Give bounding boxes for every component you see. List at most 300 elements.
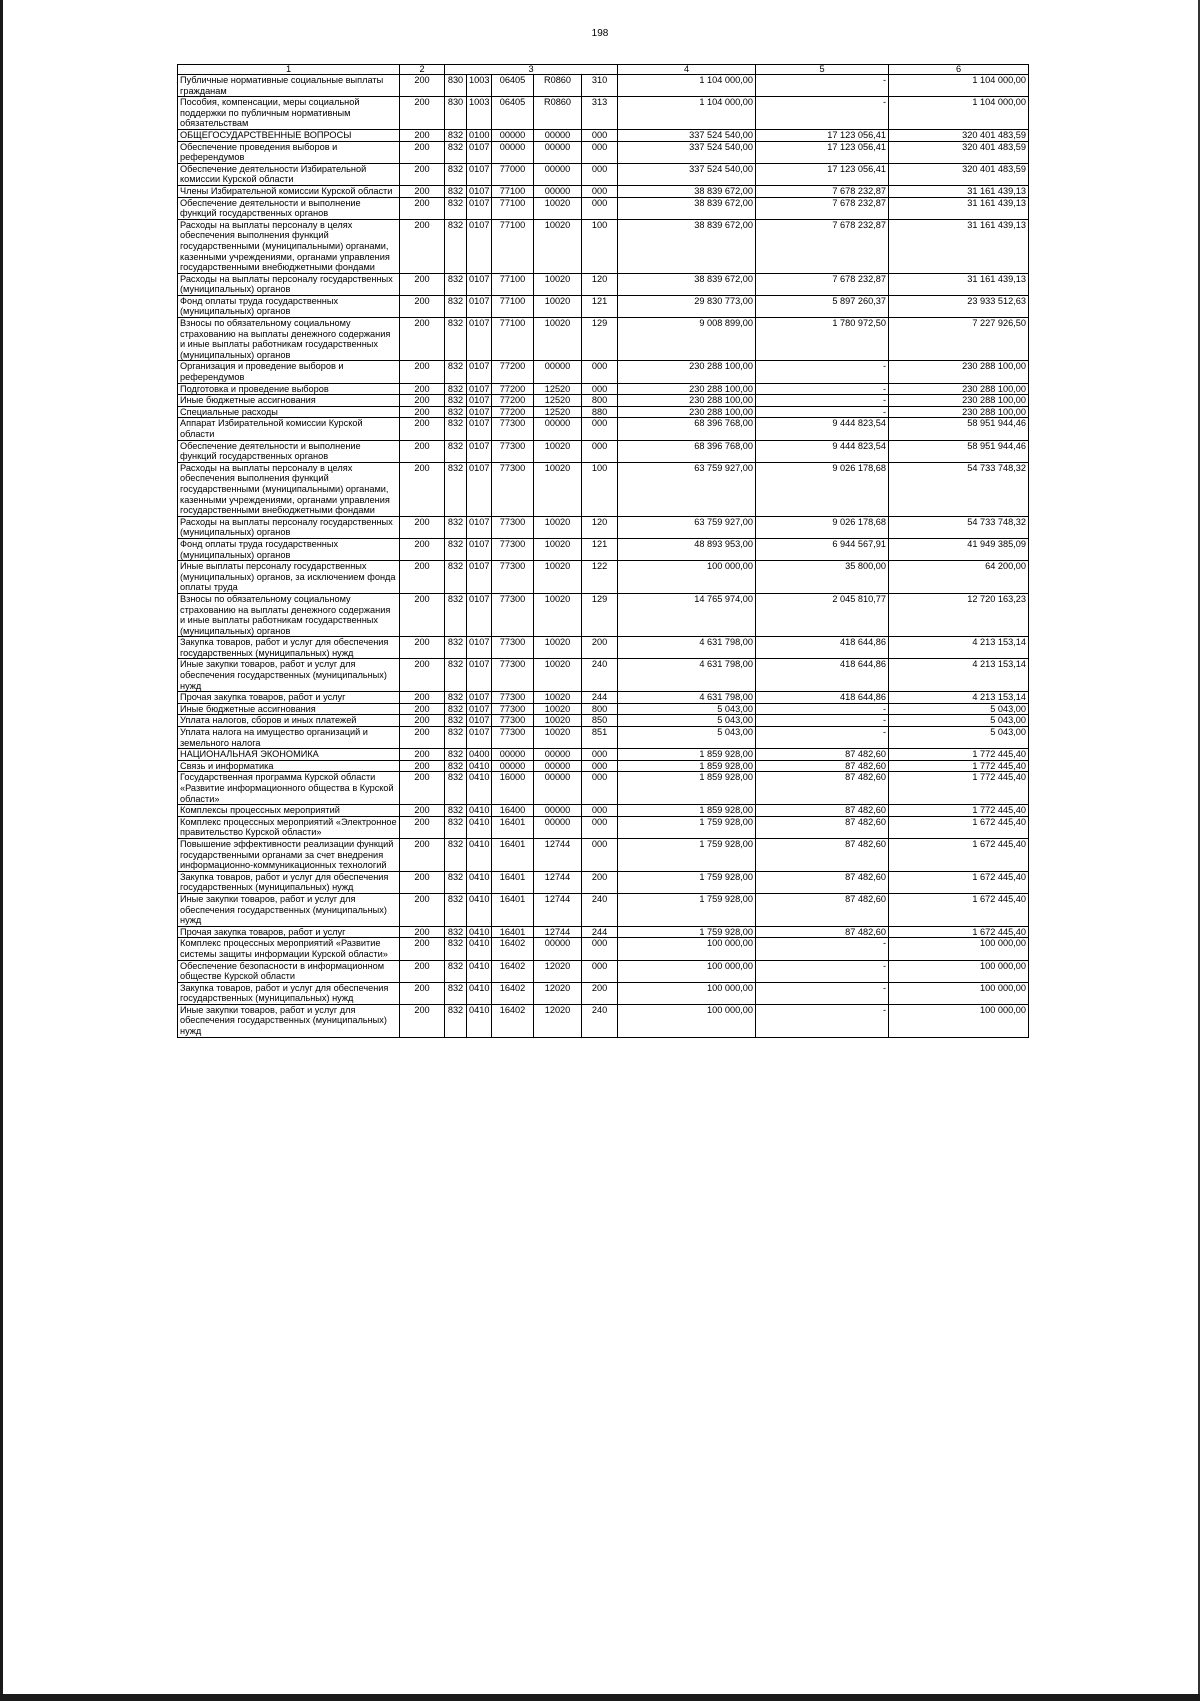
amount-cell: 418 644,86 — [756, 637, 889, 659]
table-row — [178, 749, 1029, 761]
code-cell: 0107 — [467, 538, 492, 560]
amount-cell: 1 772 445,40 — [889, 805, 1029, 817]
amount-cell: 68 396 768,00 — [618, 440, 756, 462]
code-cell: 10020 — [534, 727, 582, 749]
code-cell: 830 — [445, 97, 467, 130]
name-cell: Организация и проведение выборов и референдумов — [178, 361, 400, 383]
code-cell: 832 — [445, 926, 467, 938]
code-cell: 16400 — [492, 805, 534, 817]
code-cell: 200 — [400, 462, 445, 516]
code-cell: 0107 — [467, 516, 492, 538]
amount-cell: 31 161 439,13 — [889, 197, 1029, 219]
amount-cell: 1 104 000,00 — [889, 75, 1029, 97]
amount-cell: 17 123 056,41 — [756, 141, 889, 163]
code-cell: 16401 — [492, 926, 534, 938]
name-cell: Иные закупки товаров, работ и услуг для обеспечения государственных (муниципальных) нужд — [178, 659, 400, 692]
scan-border-bottom — [0, 1694, 1200, 1701]
amount-cell: 1 104 000,00 — [618, 75, 756, 97]
amount-cell: - — [756, 727, 889, 749]
code-cell: 1003 — [467, 75, 492, 97]
table-row — [178, 141, 1029, 163]
header-cell: 6 — [889, 65, 1029, 75]
table-row — [178, 659, 1029, 692]
table-row — [178, 816, 1029, 838]
amount-cell: 1 672 445,40 — [889, 893, 1029, 926]
name-cell: НАЦИОНАЛЬНАЯ ЭКОНОМИКА — [178, 749, 400, 761]
amount-cell: 63 759 927,00 — [618, 516, 756, 538]
code-cell: 77100 — [492, 219, 534, 273]
code-cell: 16402 — [492, 938, 534, 960]
code-cell: 000 — [582, 749, 618, 761]
name-cell: Комплекс процессных мероприятий «Развитие системы защиты информации Курской области» — [178, 938, 400, 960]
budget-table — [177, 64, 1029, 1038]
amount-cell: - — [756, 383, 889, 395]
code-cell: 77300 — [492, 462, 534, 516]
table-row — [178, 273, 1029, 295]
code-cell: 240 — [582, 659, 618, 692]
code-cell: 77300 — [492, 440, 534, 462]
code-cell: 10020 — [534, 273, 582, 295]
code-cell: 832 — [445, 163, 467, 185]
code-cell: 800 — [582, 395, 618, 407]
table-row — [178, 318, 1029, 361]
name-cell: Закупка товаров, работ и услуг для обеспечения государственных (муниципальных) нужд — [178, 637, 400, 659]
amount-cell: 6 944 567,91 — [756, 538, 889, 560]
code-cell: 200 — [400, 703, 445, 715]
table-row — [178, 760, 1029, 772]
amount-cell: 320 401 483,59 — [889, 163, 1029, 185]
amount-cell: 1 672 445,40 — [889, 926, 1029, 938]
amount-cell: - — [756, 938, 889, 960]
code-cell: 77200 — [492, 361, 534, 383]
table-row — [178, 727, 1029, 749]
name-cell: ОБЩЕГОСУДАРСТВЕННЫЕ ВОПРОСЫ — [178, 129, 400, 141]
table-row — [178, 593, 1029, 636]
table-row — [178, 185, 1029, 197]
amount-cell: 4 213 153,14 — [889, 659, 1029, 692]
amount-cell: 63 759 927,00 — [618, 462, 756, 516]
code-cell: 200 — [400, 383, 445, 395]
code-cell: 77200 — [492, 383, 534, 395]
code-cell: 77200 — [492, 395, 534, 407]
name-cell: Закупка товаров, работ и услуг для обеспечения государственных (муниципальных) нужд — [178, 982, 400, 1004]
code-cell: 000 — [582, 418, 618, 440]
amount-cell: 87 482,60 — [756, 926, 889, 938]
amount-cell: 1 759 928,00 — [618, 893, 756, 926]
code-cell: 00000 — [534, 938, 582, 960]
code-cell: 77100 — [492, 185, 534, 197]
code-cell: 120 — [582, 273, 618, 295]
code-cell: 77300 — [492, 561, 534, 594]
code-cell: 832 — [445, 871, 467, 893]
code-cell: 12744 — [534, 926, 582, 938]
code-cell: 0107 — [467, 318, 492, 361]
amount-cell: 100 000,00 — [618, 960, 756, 982]
amount-cell: 87 482,60 — [756, 749, 889, 761]
code-cell: 0107 — [467, 163, 492, 185]
code-cell: 000 — [582, 805, 618, 817]
code-cell: 832 — [445, 703, 467, 715]
header-cell: 1 — [178, 65, 400, 75]
name-cell: Закупка товаров, работ и услуг для обеспечения государственных (муниципальных) нужд — [178, 871, 400, 893]
code-cell: 832 — [445, 805, 467, 817]
table-row — [178, 406, 1029, 418]
amount-cell: - — [756, 361, 889, 383]
table-row — [178, 361, 1029, 383]
code-cell: 0410 — [467, 871, 492, 893]
amount-cell: 14 765 974,00 — [618, 593, 756, 636]
name-cell: Публичные нормативные социальные выплаты гражданам — [178, 75, 400, 97]
code-cell: 200 — [400, 516, 445, 538]
code-cell: 832 — [445, 593, 467, 636]
code-cell: 0107 — [467, 727, 492, 749]
amount-cell: 230 288 100,00 — [618, 383, 756, 395]
code-cell: 832 — [445, 749, 467, 761]
amount-cell: 4 631 798,00 — [618, 659, 756, 692]
code-cell: 000 — [582, 816, 618, 838]
code-cell: 77100 — [492, 318, 534, 361]
code-cell: 000 — [582, 838, 618, 871]
code-cell: 77300 — [492, 593, 534, 636]
code-cell: 0107 — [467, 395, 492, 407]
code-cell: 77300 — [492, 538, 534, 560]
amount-cell: 5 043,00 — [618, 727, 756, 749]
amount-cell: 4 631 798,00 — [618, 637, 756, 659]
amount-cell: 31 161 439,13 — [889, 273, 1029, 295]
code-cell: 100 — [582, 462, 618, 516]
amount-cell: 87 482,60 — [756, 893, 889, 926]
code-cell: 12744 — [534, 871, 582, 893]
amount-cell: 7 227 926,50 — [889, 318, 1029, 361]
header-row — [178, 65, 1029, 75]
name-cell: Иные бюджетные ассигнования — [178, 395, 400, 407]
code-cell: 0410 — [467, 1004, 492, 1037]
name-cell: Связь и информатика — [178, 760, 400, 772]
name-cell: Обеспечение проведения выборов и референдумов — [178, 141, 400, 163]
code-cell: 832 — [445, 462, 467, 516]
code-cell: 832 — [445, 129, 467, 141]
amount-cell: 100 000,00 — [618, 938, 756, 960]
code-cell: 16401 — [492, 816, 534, 838]
amount-cell: 5 043,00 — [618, 703, 756, 715]
name-cell: Иные закупки товаров, работ и услуг для обеспечения государственных (муниципальных) нужд — [178, 1004, 400, 1037]
code-cell: 200 — [400, 273, 445, 295]
amount-cell: 87 482,60 — [756, 816, 889, 838]
code-cell: 832 — [445, 960, 467, 982]
amount-cell: 4 213 153,14 — [889, 692, 1029, 704]
code-cell: 832 — [445, 727, 467, 749]
code-cell: 12020 — [534, 1004, 582, 1037]
amount-cell: 337 524 540,00 — [618, 141, 756, 163]
code-cell: 000 — [582, 938, 618, 960]
code-cell: 200 — [400, 727, 445, 749]
amount-cell: 100 000,00 — [618, 561, 756, 594]
code-cell: 122 — [582, 561, 618, 594]
code-cell: 832 — [445, 982, 467, 1004]
code-cell: 10020 — [534, 703, 582, 715]
amount-cell: 87 482,60 — [756, 772, 889, 805]
table-row — [178, 715, 1029, 727]
table-row — [178, 163, 1029, 185]
code-cell: 00000 — [534, 129, 582, 141]
code-cell: 06405 — [492, 97, 534, 130]
code-cell: 0107 — [467, 637, 492, 659]
amount-cell: 5 043,00 — [889, 703, 1029, 715]
code-cell: 832 — [445, 692, 467, 704]
code-cell: 200 — [400, 1004, 445, 1037]
amount-cell: 54 733 748,32 — [889, 516, 1029, 538]
code-cell: 0107 — [467, 185, 492, 197]
amount-cell: 31 161 439,13 — [889, 185, 1029, 197]
table-row — [178, 703, 1029, 715]
amount-cell: 9 008 899,00 — [618, 318, 756, 361]
amount-cell: - — [756, 97, 889, 130]
code-cell: 0410 — [467, 893, 492, 926]
code-cell: 0107 — [467, 383, 492, 395]
code-cell: 200 — [400, 760, 445, 772]
name-cell: Обеспечение деятельности Избирательной комиссии Курской области — [178, 163, 400, 185]
table-row — [178, 938, 1029, 960]
name-cell: Иные закупки товаров, работ и услуг для обеспечения государственных (муниципальных) нужд — [178, 893, 400, 926]
code-cell: 77300 — [492, 692, 534, 704]
code-cell: 832 — [445, 938, 467, 960]
name-cell: Иные выплаты персоналу государственных (муниципальных) органов, за исключением фонда оплаты труда — [178, 561, 400, 594]
code-cell: 832 — [445, 816, 467, 838]
amount-cell: 12 720 163,23 — [889, 593, 1029, 636]
code-cell: 200 — [582, 871, 618, 893]
amount-cell: 1 672 445,40 — [889, 838, 1029, 871]
code-cell: 832 — [445, 760, 467, 772]
name-cell: Взносы по обязательному социальному страхованию на выплаты денежного содержания и иные выплаты работникам государственных (муниципальных) органов — [178, 318, 400, 361]
code-cell: 244 — [582, 692, 618, 704]
amount-cell: 1 772 445,40 — [889, 772, 1029, 805]
amount-cell: 5 043,00 — [889, 727, 1029, 749]
page-number: 198 — [591, 28, 609, 39]
code-cell: 00000 — [534, 772, 582, 805]
header-cell: 2 — [400, 65, 445, 75]
amount-cell: 31 161 439,13 — [889, 219, 1029, 273]
name-cell: Уплата налогов, сборов и иных платежей — [178, 715, 400, 727]
code-cell: 0410 — [467, 960, 492, 982]
amount-cell: 7 678 232,87 — [756, 219, 889, 273]
code-cell: 832 — [445, 561, 467, 594]
code-cell: 200 — [400, 938, 445, 960]
table-row — [178, 692, 1029, 704]
code-cell: 000 — [582, 383, 618, 395]
code-cell: 0107 — [467, 197, 492, 219]
code-cell: 00000 — [492, 141, 534, 163]
code-cell: 0107 — [467, 659, 492, 692]
amount-cell: 7 678 232,87 — [756, 185, 889, 197]
code-cell: 200 — [400, 715, 445, 727]
code-cell: 12744 — [534, 838, 582, 871]
amount-cell: 230 288 100,00 — [889, 361, 1029, 383]
code-cell: 200 — [400, 538, 445, 560]
amount-cell: 1 104 000,00 — [889, 97, 1029, 130]
table-row — [178, 75, 1029, 97]
name-cell: Пособия, компенсации, меры социальной поддержки по публичным нормативным обязательствам — [178, 97, 400, 130]
code-cell: 832 — [445, 383, 467, 395]
amount-cell: 7 678 232,87 — [756, 197, 889, 219]
code-cell: 832 — [445, 273, 467, 295]
code-cell: 0107 — [467, 141, 492, 163]
amount-cell: - — [756, 960, 889, 982]
code-cell: 0107 — [467, 273, 492, 295]
amount-cell: 9 026 178,68 — [756, 462, 889, 516]
code-cell: 00000 — [534, 816, 582, 838]
code-cell: 10020 — [534, 318, 582, 361]
amount-cell: 54 733 748,32 — [889, 462, 1029, 516]
code-cell: 10020 — [534, 637, 582, 659]
amount-cell: 320 401 483,59 — [889, 129, 1029, 141]
amount-cell: 1 759 928,00 — [618, 838, 756, 871]
code-cell: 200 — [400, 129, 445, 141]
amount-cell: 48 893 953,00 — [618, 538, 756, 560]
code-cell: 200 — [400, 893, 445, 926]
code-cell: 832 — [445, 659, 467, 692]
code-cell: 832 — [445, 185, 467, 197]
code-cell: 10020 — [534, 715, 582, 727]
code-cell: 00000 — [534, 361, 582, 383]
code-cell: 10020 — [534, 593, 582, 636]
name-cell: Аппарат Избирательной комиссии Курской области — [178, 418, 400, 440]
amount-cell: 87 482,60 — [756, 760, 889, 772]
code-cell: 10020 — [534, 538, 582, 560]
table-row — [178, 129, 1029, 141]
code-cell: 10020 — [534, 692, 582, 704]
code-cell: 200 — [400, 406, 445, 418]
amount-cell: 1 780 972,50 — [756, 318, 889, 361]
code-cell: 16402 — [492, 960, 534, 982]
code-cell: 77100 — [492, 197, 534, 219]
table-row — [178, 871, 1029, 893]
header-cell: 4 — [618, 65, 756, 75]
amount-cell: 230 288 100,00 — [618, 361, 756, 383]
code-cell: 200 — [400, 805, 445, 817]
code-cell: 200 — [400, 418, 445, 440]
amount-cell: 1 859 928,00 — [618, 805, 756, 817]
code-cell: 12744 — [534, 893, 582, 926]
name-cell: Обеспечение деятельности и выполнение функций государственных органов — [178, 197, 400, 219]
code-cell: 0107 — [467, 703, 492, 715]
code-cell: 10020 — [534, 197, 582, 219]
amount-cell: 58 951 944,46 — [889, 440, 1029, 462]
code-cell: 832 — [445, 361, 467, 383]
code-cell: 00000 — [534, 163, 582, 185]
code-cell: 00000 — [492, 749, 534, 761]
amount-cell: 41 949 385,09 — [889, 538, 1029, 560]
code-cell: 77300 — [492, 727, 534, 749]
name-cell: Фонд оплаты труда государственных (муниципальных) органов — [178, 295, 400, 317]
amount-cell: 337 524 540,00 — [618, 129, 756, 141]
code-cell: 10020 — [534, 462, 582, 516]
amount-cell: 1 772 445,40 — [889, 749, 1029, 761]
amount-cell: 4 213 153,14 — [889, 637, 1029, 659]
code-cell: 200 — [400, 97, 445, 130]
amount-cell: 9 026 178,68 — [756, 516, 889, 538]
code-cell: 832 — [445, 893, 467, 926]
code-cell: 200 — [400, 960, 445, 982]
table-row — [178, 1004, 1029, 1037]
amount-cell: 64 200,00 — [889, 561, 1029, 594]
scan-border-left — [0, 0, 3, 1701]
name-cell: Иные бюджетные ассигнования — [178, 703, 400, 715]
code-cell: 12520 — [534, 406, 582, 418]
amount-cell: 230 288 100,00 — [889, 383, 1029, 395]
table-row — [178, 538, 1029, 560]
code-cell: 200 — [400, 772, 445, 805]
code-cell: 200 — [400, 141, 445, 163]
code-cell: 0107 — [467, 219, 492, 273]
code-cell: 000 — [582, 163, 618, 185]
code-cell: 000 — [582, 129, 618, 141]
amount-cell: 1 859 928,00 — [618, 749, 756, 761]
code-cell: 100 — [582, 219, 618, 273]
code-cell: 200 — [400, 295, 445, 317]
code-cell: 000 — [582, 772, 618, 805]
name-cell: Расходы на выплаты персоналу государственных (муниципальных) органов — [178, 516, 400, 538]
code-cell: 16401 — [492, 838, 534, 871]
code-cell: R0860 — [534, 97, 582, 130]
code-cell: 200 — [400, 593, 445, 636]
table-row — [178, 197, 1029, 219]
code-cell: 200 — [400, 561, 445, 594]
table-row — [178, 97, 1029, 130]
code-cell: 313 — [582, 97, 618, 130]
name-cell: Расходы на выплаты персоналу в целях обеспечения выполнения функций государственными (муниципальными) органами, казенными учреждениями, органами управления государственными внебюджетными фондами — [178, 462, 400, 516]
code-cell: 77300 — [492, 516, 534, 538]
code-cell: 121 — [582, 538, 618, 560]
code-cell: 832 — [445, 838, 467, 871]
code-cell: 244 — [582, 926, 618, 938]
code-cell: 000 — [582, 960, 618, 982]
code-cell: 310 — [582, 75, 618, 97]
code-cell: 850 — [582, 715, 618, 727]
amount-cell: 29 830 773,00 — [618, 295, 756, 317]
name-cell: Члены Избирательной комиссии Курской области — [178, 185, 400, 197]
amount-cell: 100 000,00 — [889, 960, 1029, 982]
code-cell: 200 — [400, 318, 445, 361]
code-cell: 0400 — [467, 749, 492, 761]
code-cell: 0410 — [467, 760, 492, 772]
amount-cell: 87 482,60 — [756, 871, 889, 893]
table-row — [178, 637, 1029, 659]
code-cell: 77100 — [492, 273, 534, 295]
code-cell: 000 — [582, 197, 618, 219]
name-cell: Подготовка и проведение выборов — [178, 383, 400, 395]
amount-cell: 320 401 483,59 — [889, 141, 1029, 163]
name-cell: Взносы по обязательному социальному страхованию на выплаты денежного содержания и иные выплаты работникам государственных (муниципальных) органов — [178, 593, 400, 636]
code-cell: 832 — [445, 406, 467, 418]
code-cell: 16000 — [492, 772, 534, 805]
code-cell: 0107 — [467, 440, 492, 462]
amount-cell: 9 444 823,54 — [756, 440, 889, 462]
amount-cell: 17 123 056,41 — [756, 163, 889, 185]
amount-cell: - — [756, 406, 889, 418]
amount-cell: - — [756, 75, 889, 97]
name-cell: Комплексы процессных мероприятий — [178, 805, 400, 817]
code-cell: 0410 — [467, 938, 492, 960]
code-cell: 200 — [400, 816, 445, 838]
code-cell: 832 — [445, 318, 467, 361]
amount-cell: - — [756, 715, 889, 727]
code-cell: 0107 — [467, 715, 492, 727]
code-cell: 12520 — [534, 383, 582, 395]
code-cell: 10020 — [534, 295, 582, 317]
amount-cell: 1 772 445,40 — [889, 760, 1029, 772]
amount-cell: 87 482,60 — [756, 805, 889, 817]
code-cell: 880 — [582, 406, 618, 418]
